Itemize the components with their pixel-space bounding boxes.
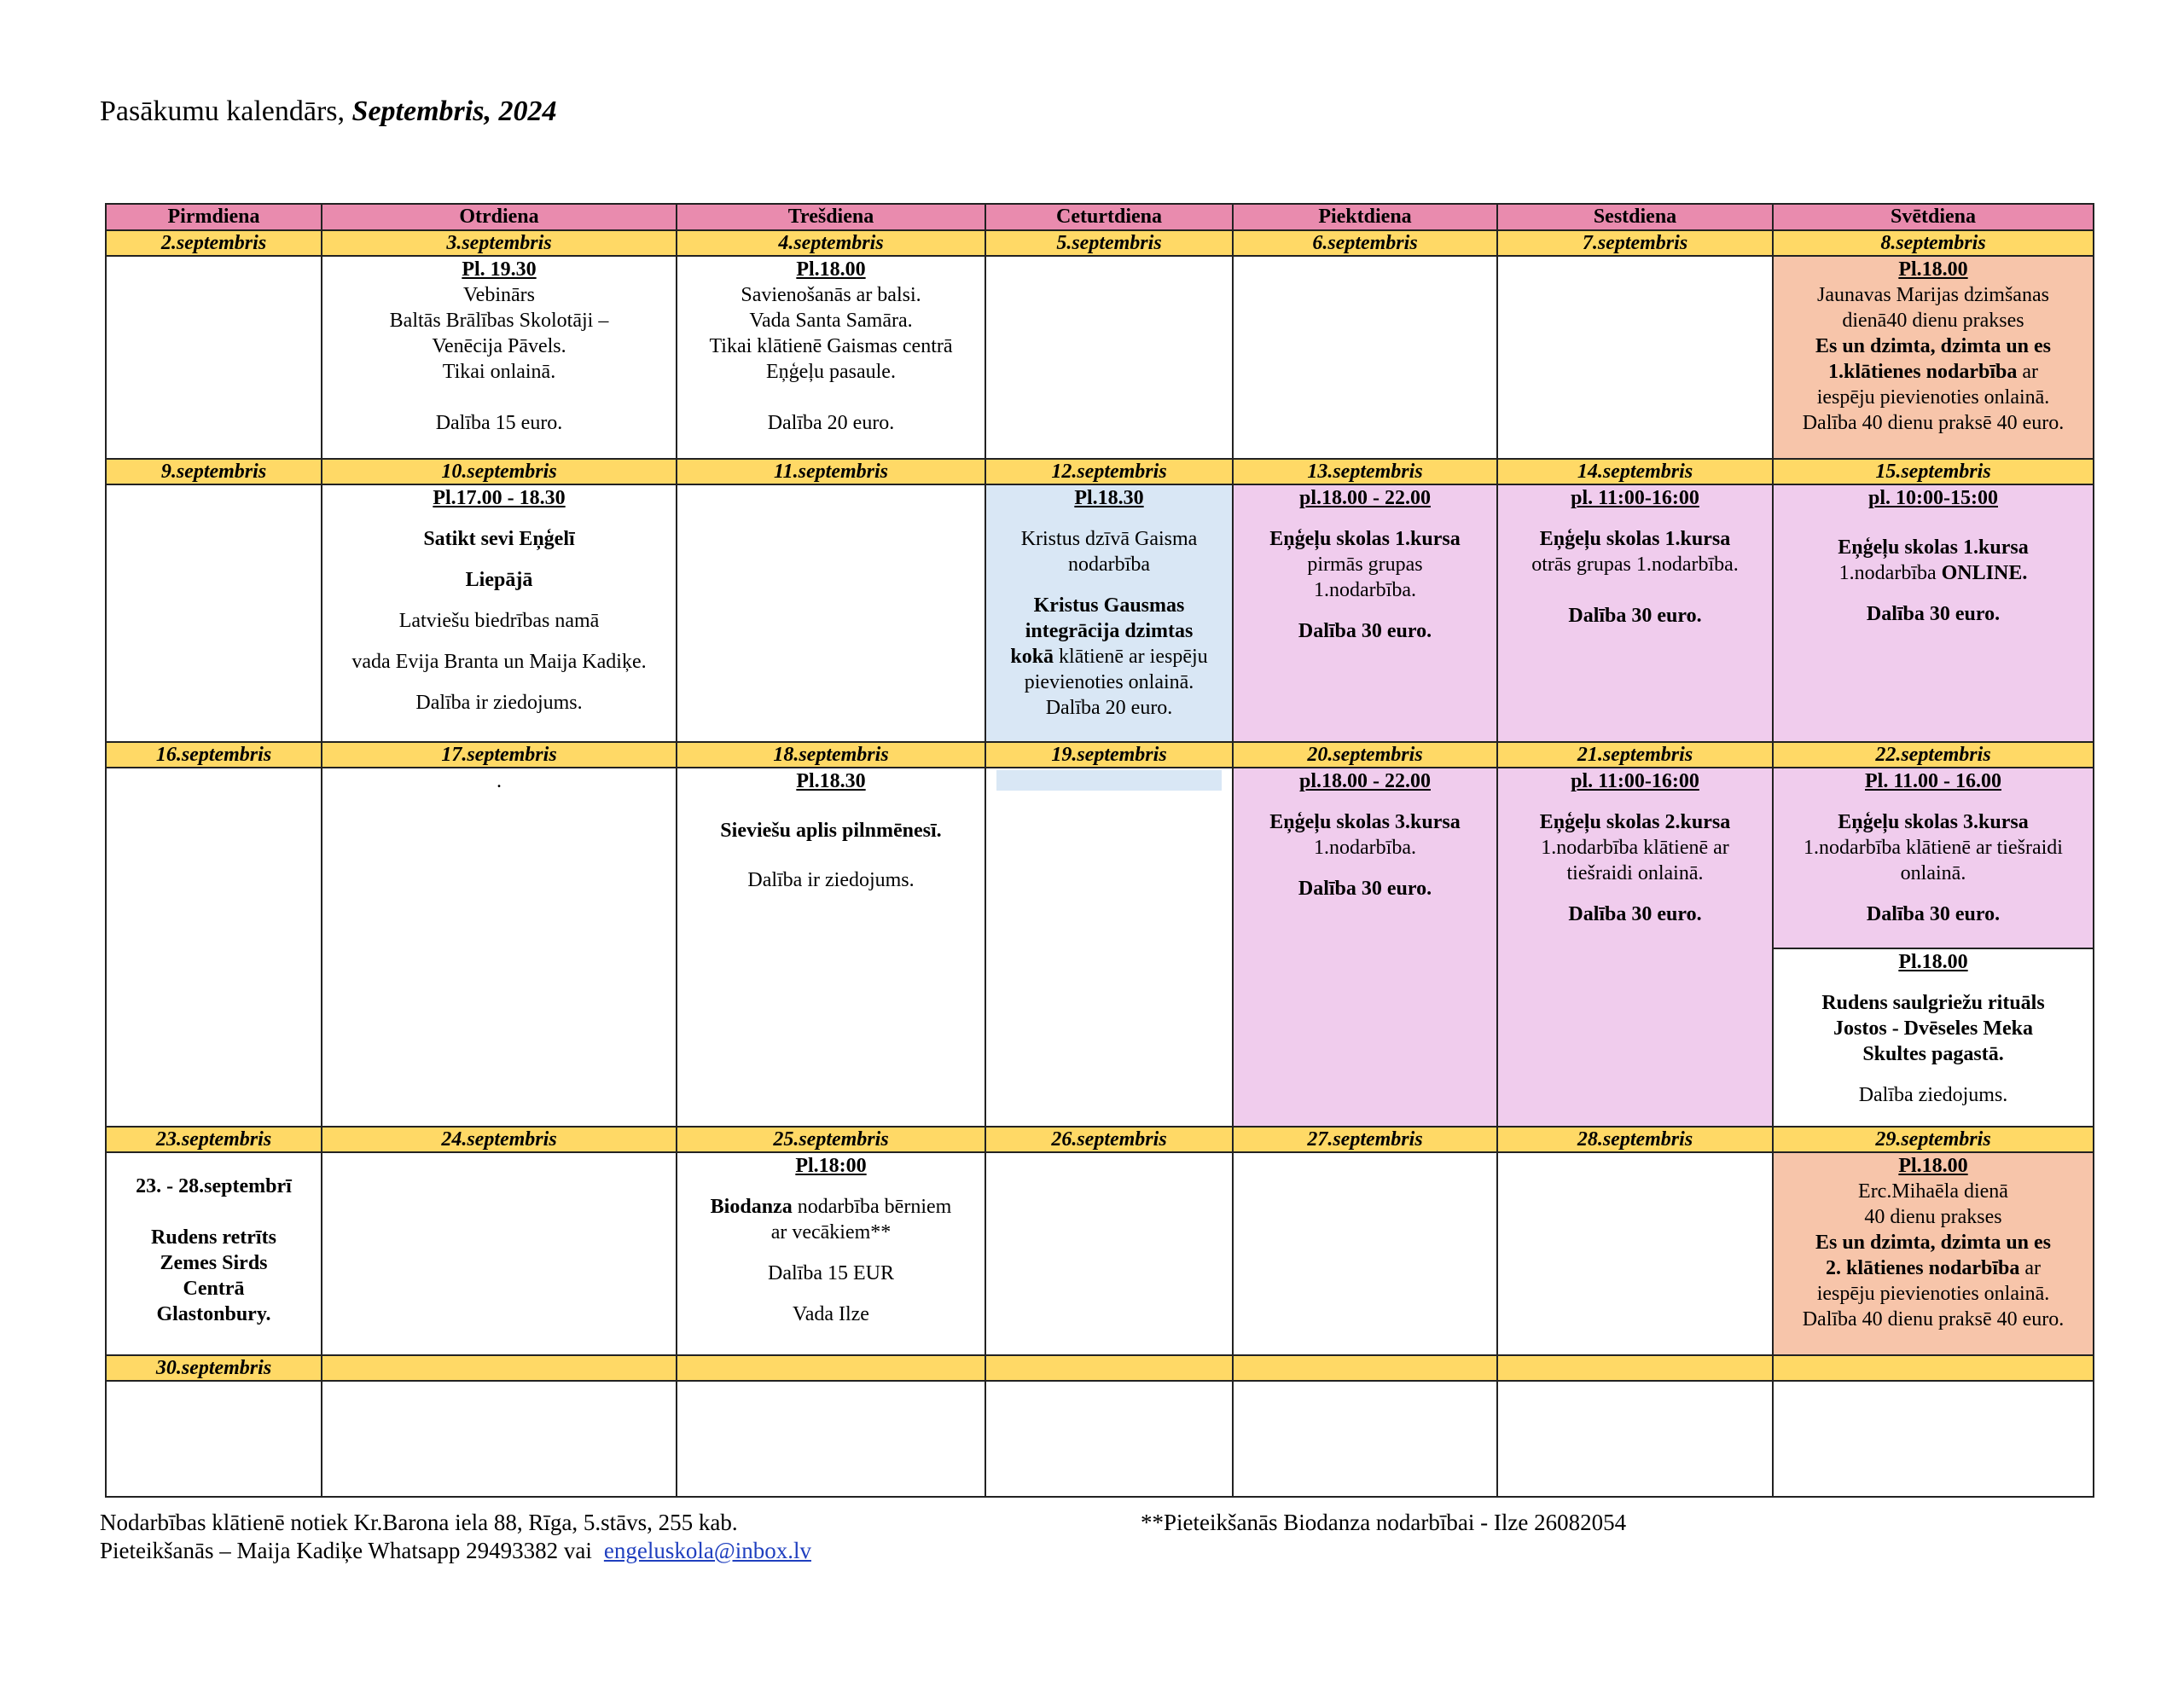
event-text: Eņģeļu skolas 1.kursa (1539, 528, 1731, 550)
day-cell (1497, 1152, 1773, 1355)
date-cell: 11.septembris (677, 459, 985, 484)
event-price: Dalība 30 euro. (1568, 605, 1702, 627)
footer-biodanza: **Pieteikšanās Biodanza nodarbībai - Ilze 26082054 (1141, 1510, 1627, 1535)
date-cell: 9.septembris (106, 459, 322, 484)
event-text: pievienoties onlainā. (1024, 671, 1194, 693)
event-text: ar vecākiem** (770, 1221, 892, 1244)
event-text: nodarbība (1068, 554, 1150, 576)
day-cell (985, 256, 1233, 459)
event-cell (1233, 768, 1497, 1127)
event-text: 1.nodarbība (1838, 562, 1942, 584)
day-cell (322, 1152, 677, 1355)
event-cell (322, 768, 677, 1127)
event-text: Satikt sevi Eņģelī (423, 528, 575, 550)
event-text: Eņģeļu skolas 1.kursa (1838, 536, 2029, 559)
event-text: iespēju pievienoties onlainā. (1816, 1283, 2050, 1305)
event-price: Dalība 30 euro. (1866, 903, 2001, 925)
weekday-header: Pirmdiena (106, 204, 322, 230)
event-text: dienā40 dienu prakses (1842, 310, 2024, 332)
date-row (106, 742, 2094, 768)
event-text: 2. klātienes nodarbība (1825, 1257, 2020, 1279)
title-prefix: Pasākumu kalendārs, (100, 96, 352, 127)
event-text: . (497, 770, 502, 792)
date-cell: 21.septembris (1497, 742, 1773, 768)
day-cell (1233, 1152, 1497, 1355)
event-text: iespēju pievienoties onlainā. (1816, 386, 2050, 409)
day-cell (1233, 256, 1497, 459)
event-text: 1.nodarbība. (1314, 579, 1416, 601)
weekday-header: Sestdiena (1497, 204, 1773, 230)
day-cell (106, 484, 322, 742)
event-calendar (105, 203, 2094, 1498)
date-cell: 15.septembris (1773, 459, 2094, 484)
event-cell (1233, 484, 1497, 742)
event-price: Dalība 20 euro. (1045, 697, 1173, 719)
date-cell: 23.septembris (106, 1127, 322, 1152)
event-text: Skultes pagastā. (1862, 1043, 2004, 1065)
date-cell: 4.septembris (677, 230, 985, 256)
event-time: Pl.18:00 (795, 1155, 867, 1177)
date-cell: 29.septembris (1773, 1127, 2094, 1152)
event-cell (985, 484, 1233, 742)
title-month: Septembris, 2024 (351, 96, 557, 127)
event-text: Latviešu biedrības namā (398, 610, 600, 632)
event-price: Dalība 40 dienu praksē 40 euro. (1802, 1308, 2065, 1330)
event-text: Eņģeļu skolas 3.kursa (1838, 811, 2029, 833)
date-cell: 12.septembris (985, 459, 1233, 484)
date-cell (677, 1355, 985, 1381)
date-cell: 16.septembris (106, 742, 322, 768)
date-cell: 22.septembris (1773, 742, 2094, 768)
event-price: Dalība 30 euro. (1298, 620, 1432, 642)
event-block (1774, 949, 2093, 1108)
page-title (100, 96, 556, 128)
event-text: ar (2019, 1257, 2042, 1279)
event-text: pirmās grupas (1307, 554, 1423, 576)
date-cell: 30.septembris (106, 1355, 322, 1381)
event-text: Zemes Sirds (160, 1252, 268, 1274)
event-cell (322, 256, 677, 459)
event-text: Jostos - Dvēseles Meka (1833, 1017, 2033, 1040)
event-price: Dalība ziedojums. (1858, 1084, 2008, 1106)
weekday-header: Otrdiena (322, 204, 677, 230)
events-row (106, 1152, 2094, 1355)
event-text: klātienē ar iespēju (1054, 646, 1208, 668)
date-cell: 14.septembris (1497, 459, 1773, 484)
date-cell: 20.septembris (1233, 742, 1497, 768)
event-text: otrās grupas 1.nodarbība. (1531, 554, 1739, 576)
highlight-bar (996, 770, 1222, 791)
event-text: integrācija dzimtas (1025, 620, 1194, 642)
event-text: Rudens saulgriežu rituāls (1821, 992, 2045, 1014)
date-cell: 19.septembris (985, 742, 1233, 768)
event-text: Biodanza (710, 1196, 793, 1218)
event-text: onlainā. (1900, 862, 1966, 884)
event-text: Eņģeļu skolas 1.kursa (1269, 528, 1461, 550)
date-cell (1233, 1355, 1497, 1381)
event-cell (322, 484, 677, 742)
event-price: Dalība ir ziedojums. (747, 869, 915, 891)
day-cell (677, 484, 985, 742)
date-cell: 26.septembris (985, 1127, 1233, 1152)
event-cell (677, 768, 985, 1127)
event-time: Pl.18.00 (1898, 258, 1968, 281)
footer-signup (100, 1538, 811, 1564)
event-price: Dalība ir ziedojums. (415, 692, 583, 714)
event-cell (1497, 768, 1773, 1127)
weekday-header: Svētdiena (1773, 204, 2094, 230)
date-cell: 10.septembris (322, 459, 677, 484)
event-text: Glastonbury. (156, 1303, 271, 1325)
event-text: Tikai onlainā. (442, 361, 556, 383)
event-text: Liepājā (465, 569, 533, 591)
event-cell (1773, 256, 2094, 459)
date-row (106, 1355, 2094, 1381)
event-text: nodarbība bērniem (792, 1196, 952, 1218)
event-block (1774, 768, 2093, 949)
event-cell (1497, 484, 1773, 742)
event-time: Pl.17.00 - 18.30 (433, 487, 566, 509)
event-time: Pl. 19.30 (462, 258, 537, 281)
date-row (106, 459, 2094, 484)
event-price: Dalība 30 euro. (1568, 903, 1702, 925)
date-cell: 25.septembris (677, 1127, 985, 1152)
event-price: Dalība 15 euro. (435, 412, 563, 434)
event-text: 23. - 28.septembrī (136, 1175, 292, 1197)
day-cell (106, 768, 322, 1127)
date-cell: 13.septembris (1233, 459, 1497, 484)
event-text: ONLINE. (1941, 562, 2028, 584)
date-cell: 8.septembris (1773, 230, 2094, 256)
date-row (106, 230, 2094, 256)
event-text: Centrā (183, 1278, 245, 1300)
event-time: pl. 11:00-16:00 (1571, 487, 1699, 509)
weekday-header-row (106, 204, 2094, 230)
day-cell (1497, 256, 1773, 459)
event-text: Sieviešu aplis pilnmēnesī. (720, 820, 942, 842)
day-cell (1497, 1381, 1773, 1497)
event-time: Pl.18.30 (1074, 487, 1144, 509)
events-row (106, 484, 2094, 742)
event-price: Dalība 30 euro. (1866, 603, 2001, 625)
event-text: Es un dzimta, dzimta un es (1815, 1232, 2052, 1254)
event-text: 1.klātienes nodarbība (1827, 361, 2018, 383)
events-row (106, 1381, 2094, 1497)
date-cell (985, 1355, 1233, 1381)
date-cell: 7.septembris (1497, 230, 1773, 256)
event-text: Erc.Mihaēla dienā (1858, 1180, 2008, 1203)
date-cell: 5.septembris (985, 230, 1233, 256)
event-text: Vebinārs (463, 284, 535, 306)
event-text: Eņģeļu pasaule. (766, 361, 896, 383)
date-cell: 6.septembris (1233, 230, 1497, 256)
event-time: Pl.18.30 (796, 770, 866, 792)
day-cell (985, 1381, 1233, 1497)
email-link[interactable]: engeluskola@inbox.lv (603, 1538, 811, 1563)
date-row (106, 1127, 2094, 1152)
event-cell (106, 1152, 322, 1355)
event-time: pl.18.00 - 22.00 (1298, 770, 1431, 792)
event-time: pl. 10:00-15:00 (1868, 487, 1998, 509)
event-time: pl. 11:00-16:00 (1571, 770, 1699, 792)
event-text: tiešraidi onlainā. (1566, 862, 1704, 884)
event-price: Dalība 20 euro. (767, 412, 895, 434)
day-cell (106, 256, 322, 459)
event-cell (1773, 768, 2094, 1127)
day-cell (985, 768, 1233, 1127)
date-cell: 27.septembris (1233, 1127, 1497, 1152)
day-cell (985, 1152, 1233, 1355)
event-text: Vada Santa Samāra. (749, 310, 913, 332)
date-cell: 18.septembris (677, 742, 985, 768)
footer-signup-text: Pieteikšanās – Maija Kadiķe Whatsapp 29493382 vai (100, 1538, 592, 1563)
date-cell (322, 1355, 677, 1381)
event-time: pl.18.00 - 22.00 (1298, 487, 1431, 509)
day-cell (322, 1381, 677, 1497)
event-cell (677, 256, 985, 459)
event-text: Kristus dzīvā Gaisma (1020, 528, 1198, 550)
event-text: Tikai klātienē Gaismas centrā (709, 335, 953, 357)
event-text: Eņģeļu skolas 2.kursa (1539, 811, 1731, 833)
day-cell (106, 1381, 322, 1497)
weekday-header: Ceturtdiena (985, 204, 1233, 230)
event-text: Savienošanās ar balsi. (741, 284, 921, 306)
event-text: Baltās Brālības Skolotāji – (389, 310, 609, 332)
weekday-header: Trešdiena (677, 204, 985, 230)
date-cell (1497, 1355, 1773, 1381)
event-text: Eņģeļu skolas 3.kursa (1269, 811, 1461, 833)
date-cell: 3.septembris (322, 230, 677, 256)
event-cell (1773, 1152, 2094, 1355)
event-text: kokā (1010, 646, 1054, 668)
event-text: Es un dzimta, dzimta un es (1815, 335, 2052, 357)
event-text: Jaunavas Marijas dzimšanas (1817, 284, 2049, 306)
event-text: Rudens retrīts (151, 1226, 276, 1249)
event-text: vada Evija Branta un Maija Kadiķe. (351, 651, 647, 673)
event-cell (677, 1152, 985, 1355)
events-row (106, 256, 2094, 459)
event-text: ar (2017, 361, 2039, 383)
day-cell (1773, 1381, 2094, 1497)
event-time: Pl.18.00 (1898, 951, 1968, 973)
event-text: Vada Ilze (793, 1303, 869, 1325)
events-row (106, 768, 2094, 1127)
weekday-header: Piektdiena (1233, 204, 1497, 230)
event-time: Pl.18.00 (796, 258, 866, 281)
event-text: 1.nodarbība. (1314, 837, 1416, 859)
event-text: 1.nodarbība klātienē ar (1541, 837, 1729, 859)
date-cell (1773, 1355, 2094, 1381)
footer-address: Nodarbības klātienē notiek Kr.Barona iela 88, Rīga, 5.stāvs, 255 kab. (100, 1510, 738, 1535)
event-text: Venēcija Pāvels. (432, 335, 566, 357)
event-text: 1.nodarbība klātienē ar tiešraidi (1804, 837, 2063, 859)
event-text: Kristus Gausmas (1033, 594, 1185, 617)
event-price: Dalība 15 EUR (768, 1262, 894, 1284)
day-cell (1233, 1381, 1497, 1497)
date-cell: 2.septembris (106, 230, 322, 256)
event-price: Dalība 30 euro. (1298, 878, 1432, 900)
event-cell (1773, 484, 2094, 742)
event-price: Dalība 40 dienu praksē 40 euro. (1802, 412, 2065, 434)
day-cell (677, 1381, 985, 1497)
date-cell: 17.septembris (322, 742, 677, 768)
event-text: 40 dienu prakses (1864, 1206, 2002, 1228)
event-time: Pl. 11.00 - 16.00 (1865, 770, 2001, 792)
date-cell: 28.septembris (1497, 1127, 1773, 1152)
date-cell: 24.septembris (322, 1127, 677, 1152)
event-time: Pl.18.00 (1898, 1155, 1968, 1177)
